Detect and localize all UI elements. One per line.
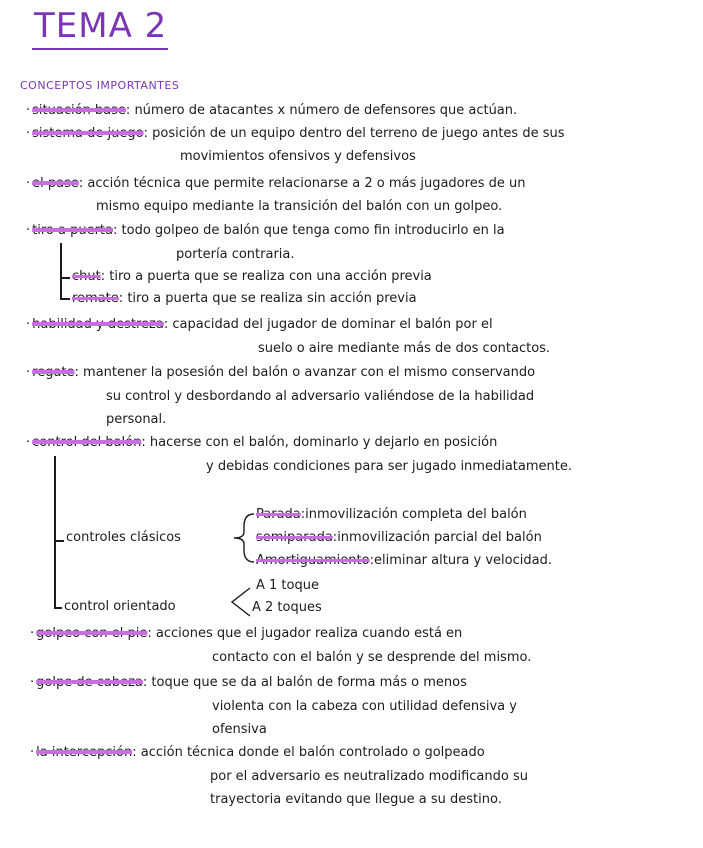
concept-la-intercepcion: · la intercepción: acción técnica donde el balón controlado o golpeado bbox=[30, 745, 485, 760]
section-subtitle: CONCEPTOS IMPORTANTES bbox=[20, 79, 180, 92]
concept-definition: capacidad del jugador de dominar el balón por el bbox=[172, 317, 493, 332]
concept-term: el pase bbox=[32, 176, 79, 191]
concept-definition-continued: contacto con el balón y se desprende del mismo. bbox=[212, 650, 532, 665]
concept-definition: hacerse con el balón, dominarlo y dejarlo en posición bbox=[149, 435, 498, 450]
tree-connector bbox=[60, 277, 70, 279]
concept-definition-continued: personal. bbox=[106, 412, 167, 427]
concept-situacion-base: · situación base: número de atacantes x número de defensores que actúan. bbox=[26, 103, 518, 118]
concept-habilidad-y-destreza: · habilidad y destreza: capacidad del jugador de dominar el balón por el bbox=[26, 317, 493, 332]
sub-concept-remate: remate: tiro a puerta que se realiza sin acción previa bbox=[72, 291, 417, 306]
sub-concept-definition: inmovilización completa del balón bbox=[305, 507, 527, 522]
control-clasico-semiparada: semiparada:inmovilización parcial del balón bbox=[256, 530, 542, 545]
concept-el-pase: · el pase: acción técnica que permite relacionarse a 2 o más jugadores de un bbox=[26, 176, 526, 191]
concept-definition-continued: suelo o aire mediante más de dos contactos. bbox=[258, 341, 551, 356]
title-underline bbox=[32, 48, 168, 50]
tree-connector bbox=[54, 540, 64, 542]
concept-term: situación base bbox=[32, 103, 126, 118]
concept-definition: posición de un equipo dentro del terreno de juego antes de sus bbox=[152, 126, 565, 141]
brace-connector bbox=[226, 510, 256, 566]
brace-connector bbox=[226, 582, 254, 622]
concept-definition-continued: violenta con la cabeza con utilidad defensiva y bbox=[212, 699, 517, 714]
concept-golpeo-con-el-pie: · golpeo con el pie: acciones que el jugador realiza cuando está en bbox=[30, 626, 463, 641]
tree-connector bbox=[60, 243, 62, 299]
concept-definition: acción técnica donde el balón controlado o golpeado bbox=[140, 745, 485, 760]
sub-concept-term: chut bbox=[72, 269, 101, 284]
control-orientado-option: A 1 toque bbox=[256, 578, 319, 593]
tree-connector bbox=[54, 607, 62, 609]
sub-concept-term: remate bbox=[72, 291, 119, 306]
controles-clasicos-label: controles clásicos bbox=[66, 530, 181, 545]
sub-concept-term: Amortiguamiento bbox=[256, 553, 370, 568]
concept-term: la intercepción bbox=[36, 745, 133, 760]
concept-sistema-de-juego: · sistema de juego: posición de un equipo dentro del terreno de juego antes de sus bbox=[26, 126, 565, 141]
concept-golpe-de-cabeza: · golpe de cabeza: toque que se da al balón de forma más o menos bbox=[30, 675, 467, 690]
concept-term: habilidad y destreza bbox=[32, 317, 164, 332]
concept-control-del-balon: · control del balón: hacerse con el balón, dominarlo y dejarlo en posición bbox=[26, 435, 498, 450]
concept-term: sistema de juego bbox=[32, 126, 144, 141]
concept-term: golpe de cabeza bbox=[36, 675, 143, 690]
sub-concept-definition: tiro a puerta que se realiza con una acción previa bbox=[109, 269, 432, 284]
concept-definition-continued: trayectoria evitando que llegue a su destino. bbox=[210, 792, 502, 807]
concept-definition-continued: portería contraria. bbox=[176, 247, 295, 262]
concept-definition: acción técnica que permite relacionarse a 2 o más jugadores de un bbox=[87, 176, 526, 191]
concept-term: regate bbox=[32, 365, 75, 380]
sub-concept-definition: tiro a puerta que se realiza sin acción previa bbox=[127, 291, 417, 306]
control-clasico-amortiguamiento: Amortiguamiento:eliminar altura y velocidad. bbox=[256, 553, 552, 568]
sub-concept-term: Parada bbox=[256, 507, 301, 522]
tree-connector bbox=[54, 456, 56, 608]
control-orientado-label: control orientado bbox=[64, 599, 176, 614]
concept-definition: mantener la posesión del balón o avanzar con el mismo conservando bbox=[83, 365, 536, 380]
sub-concept-definition: inmovilización parcial del balón bbox=[337, 530, 542, 545]
concept-definition: toque que se da al balón de forma más o menos bbox=[151, 675, 467, 690]
tree-connector bbox=[60, 298, 70, 300]
concept-term: tiro a puerta bbox=[32, 223, 113, 238]
sub-concept-chut: chut: tiro a puerta que se realiza con una acción previa bbox=[72, 269, 432, 284]
control-orientado-option: A 2 toques bbox=[252, 600, 322, 615]
concept-term: golpeo con el pie bbox=[36, 626, 148, 641]
concept-definition-continued: movimientos ofensivos y defensivos bbox=[180, 149, 416, 164]
page-title: TEMA 2 bbox=[34, 6, 168, 46]
concept-definition: todo golpeo de balón que tenga como fin introducirlo en la bbox=[121, 223, 505, 238]
concept-definition-continued: ofensiva bbox=[212, 722, 267, 737]
concept-definition-continued: y debidas condiciones para ser jugado inmediatamente. bbox=[206, 459, 572, 474]
concept-regate: · regate: mantener la posesión del balón o avanzar con el mismo conservando bbox=[26, 365, 536, 380]
concept-definition-continued: mismo equipo mediante la transición del balón con un golpeo. bbox=[96, 199, 503, 214]
concept-definition-continued: por el adversario es neutralizado modificando su bbox=[210, 769, 528, 784]
concept-definition: número de atacantes x número de defensores que actúan. bbox=[134, 103, 518, 118]
concept-term: control del balón bbox=[32, 435, 142, 450]
sub-concept-definition: eliminar altura y velocidad. bbox=[373, 553, 552, 568]
control-clasico-parada: Parada:inmovilización completa del balón bbox=[256, 507, 527, 522]
sub-concept-term: semiparada bbox=[256, 530, 333, 545]
concept-definition-continued: su control y desbordando al adversario valiéndose de la habilidad bbox=[106, 389, 535, 404]
concept-definition: acciones que el jugador realiza cuando está en bbox=[155, 626, 463, 641]
concept-tiro-a-puerta: · tiro a puerta: todo golpeo de balón que tenga como fin introducirlo en la bbox=[26, 223, 505, 238]
